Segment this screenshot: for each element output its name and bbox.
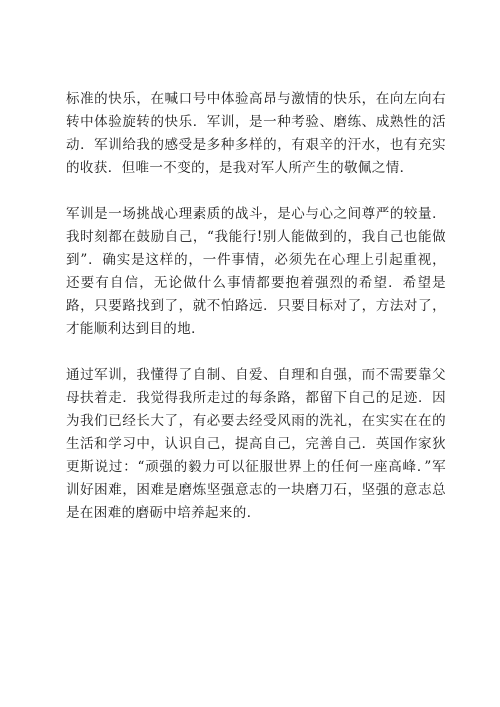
document-page: [66, 88, 446, 525]
paragraph-1: 标准的快乐，在喊口号中体验高昂与激情的快乐，在向左向右转中体验旋转的快乐．军训，是一种考验、磨练、成熟性的活动．军训给我的感受是多种多样的，有艰辛的汗水，也有充实的收获．但唯一不变的，是我对军人所产生的敬佩之情．: [66, 91, 446, 176]
paragraph-2: 军训是一场挑战心理素质的战斗，是心与心之间尊严的较量．我时刻都在鼓励自己，“我能行!别人能做到的，我自己也能做到”．确实是这样的，一件事情，必须先在心理上引起重视，还要有自信，无论做什么事情都要抱着强烈的希望．希望是路，只要路找到了，就不怕路远．只要目标对了，方法对了，才能顺利达到目的地．: [66, 206, 446, 337]
paragraph-3: 通过军训，我懂得了自制、自爱、自理和自强，而不需要靠父母扶着走．我觉得我所走过的每条路，都留下自己的足迹．因为我们已经长大了，有必要去经受风雨的洗礼，在实实在在的生活和学习中，认识自己，提高自己，完善自己．英国作家狄更斯说过：“顽强的毅力可以征服世界上的任何一座高峰．”军训好困难，困难是磨炼坚强意志的一块磨刀石，坚强的意志总是在困难的磨砺中培养起来的．: [66, 367, 446, 521]
